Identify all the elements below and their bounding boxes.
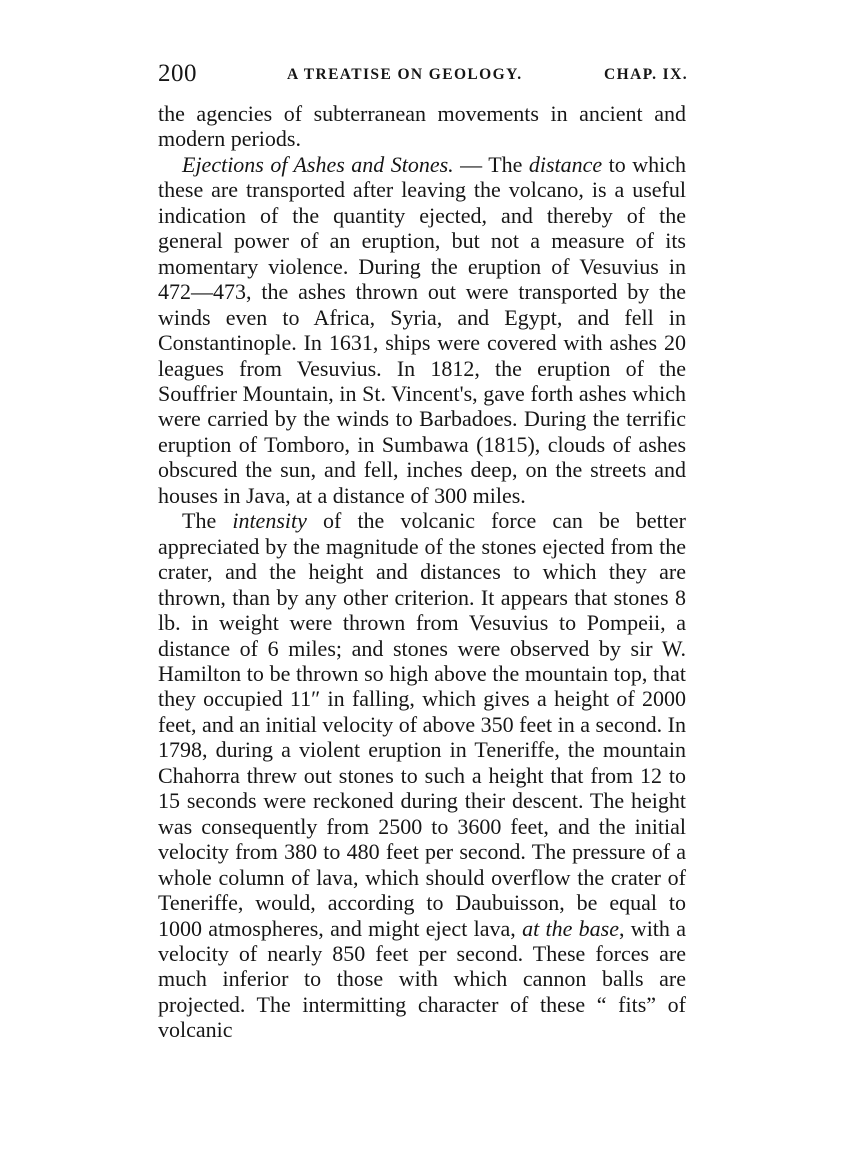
- italic-text: Ejections of Ashes and Stones.: [182, 151, 454, 177]
- page-number: 200: [158, 60, 197, 87]
- book-title: A TREATISE ON GEOLOGY.: [287, 66, 523, 83]
- chapter-label: CHAP. IX.: [604, 66, 688, 83]
- running-head: [158, 58, 698, 92]
- text-run: The: [182, 508, 233, 534]
- text-run: — The: [453, 151, 529, 177]
- text-run: the agencies of subterranean movements in ancient and modern periods.: [158, 101, 686, 152]
- text-run: , with a velocity of nearly 850 feet per second. These forces are much inferior to those with which cannon balls are projected. The intermitting character of these “ fits” of volcanic: [158, 915, 686, 1043]
- paragraph-continuation: [158, 101, 686, 152]
- body-text: [158, 101, 686, 1043]
- paragraph-ejections: [158, 152, 686, 508]
- paragraph-intensity: [158, 508, 686, 1043]
- italic-text: distance: [528, 151, 603, 177]
- text-run: to which these are transported after leaving the volcano, is a useful indication of the quantity ejected, and thereby of the general power of an eruption, but not a measure of its momentary violence. During the eruption of Vesuvius in 472—473, the ashes thrown out were transported by the winds even to Africa, Syria, and Egypt, and fell in Constantinople. In 1631, ships were covered with ashes 20 leagues from Vesuvius. In 1812, the eruption of the Souffrier Mountain, in St. Vincent's, gave forth ashes which were carried by the winds to Barbadoes. During the terrific eruption of Tomboro, in Sumbawa (1815), clouds of ashes obscured the sun, and fell, inches deep, on the streets and houses in Java, at a distance of 300 miles.: [158, 151, 686, 508]
- text-run: of the volcanic force can be better appreciated by the magnitude of the stones ejected from the crater, and the height and distances to which they are thrown, than by any other criterion. It appears that stones 8 lb. in weight were thrown from Vesuvius to Pompeii, a distance of 6 miles; and stones were observed by sir W. Hamilton to be thrown so high above the mountain top, that they occupied 11″ in falling, which gives a height of 2000 feet, and an initial velocity of above 350 feet in a second. In 1798, during a violent eruption in Teneriffe, the mountain Chahorra threw out stones to such a height that from 12 to 15 seconds were reckoned during their descent. The height was consequently from 2500 to 3600 feet, and the initial velocity from 380 to 480 feet per second. The pressure of a whole column of lava, which should overflow the crater of Teneriffe, would, according to Daubuisson, be equal to 1000 atmospheres, and might eject lava,: [158, 508, 686, 941]
- italic-text: at the base: [522, 915, 619, 941]
- italic-text: intensity: [232, 508, 307, 534]
